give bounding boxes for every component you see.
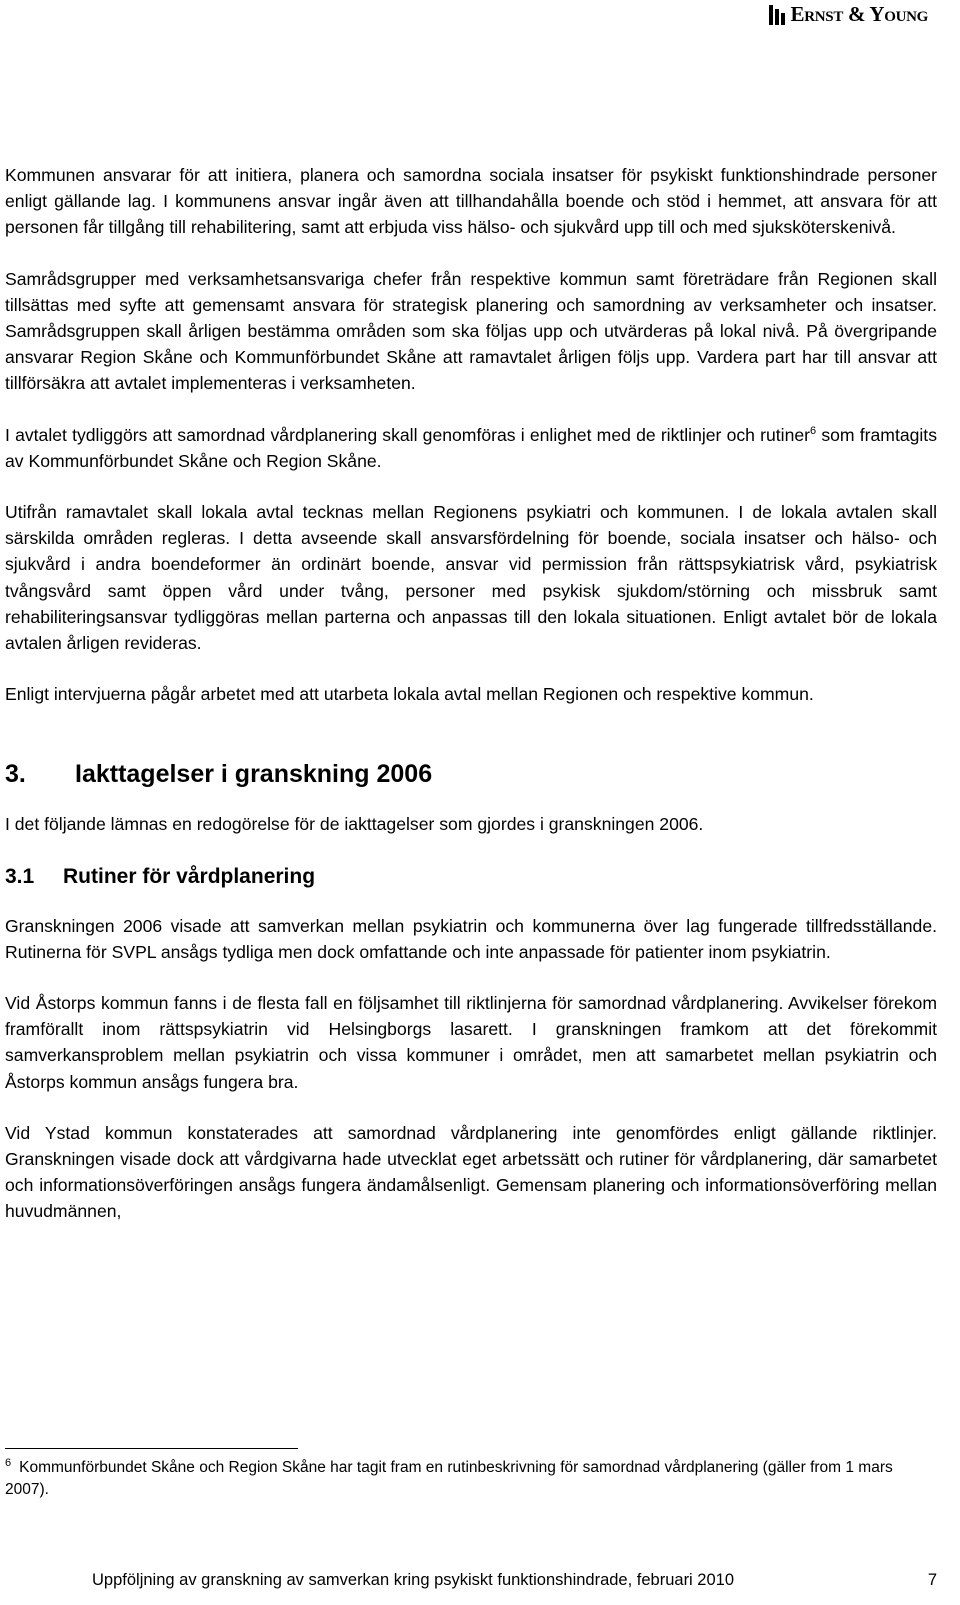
footer-title: Uppföljning av granskning av samverkan kring psykiskt funktionshindrade, februari 2010 bbox=[92, 1571, 735, 1589]
document-body bbox=[5, 162, 937, 1225]
subsection-heading bbox=[5, 863, 937, 891]
company-logo bbox=[769, 2, 929, 27]
footnote-reference[interactable]: 6 bbox=[810, 424, 817, 437]
footnote bbox=[5, 1457, 925, 1501]
section-heading bbox=[5, 759, 937, 789]
paragraph: Vid Ystad kommun konstaterades att samordnad vårdplanering inte genomfördes enligt gällande riktlinjer. Granskningen visade dock att vårdgivarna hade utvecklat eget arbetssätt och rutiner för vårdplanering, där samarbetet och informationsöverföringen ansågs fungera ändamålsenligt. Gemensam planering och informationsöverföring mellan huvudmännen, bbox=[5, 1122, 937, 1222]
footnote-text: Kommunförbundet Skåne och Region Skåne har tagit fram en rutinbeskrivning för samordnad vårdplanering (gäller from 1 mars 2007). bbox=[5, 1459, 893, 1498]
paragraph: Utifrån ramavtalet skall lokala avtal tecknas mellan Regionens psykiatri och kommunen. I de lokala avtalen skall särskilda områden regleras. I detta avseende skall ansvarsfördelning för boende, sociala insatser och hälso- och sjukvård i andra boendeformer än ordinärt boende, ansvar vid permission från rättspsykiatrisk vård, psykiatrisk tvångsvård samt öppen vård under tvång, personer med psykisk sjukdom/störning och missbruk samt rehabiliteringsansvar tydliggöras mellan parterna och anpassas till den lokala situationen. Enligt avtalet bör de lokala avtalen årligen revideras. bbox=[5, 502, 937, 654]
subsection-number: 3.1 bbox=[5, 864, 35, 888]
footnote-divider bbox=[5, 1448, 298, 1449]
logo-text: Ernst & Young bbox=[790, 2, 928, 26]
paragraph: Samrådsgrupper med verksamhetsansvariga chefer från respektive kommun samt företrädare från Regionen skall tillsättas med syfte att gemensamt ansvara för strategisk planering och samordning av verksamheter och insatser. Samrådsgruppen skall årligen bestämma områden som ska följas upp och utvärderas på lokal nivå. På övergripande ansvarar Region Skåne och Kommunförbundet Skåne att ramavtalet årligen följs upp. Vardera part har till ansvar att tillförsäkra att avtalet implementeras i verksamheten. bbox=[5, 268, 937, 394]
section-number: 3. bbox=[5, 760, 26, 789]
paragraph-text: som framtagits av Kommunförbundet Skåne och Region Skåne. bbox=[5, 424, 937, 471]
page-number: 7 bbox=[927, 1571, 937, 1589]
paragraph bbox=[5, 422, 937, 474]
paragraph: I det följande lämnas en redogörelse för de iakttagelser som gjordes i granskningen 2006. bbox=[5, 814, 704, 835]
paragraph: Granskningen 2006 visade att samverkan mellan psykiatrin och kommunerna över lag fungerade tillfredsställande. Rutinerna för SVPL ansågs tydliga men dock omfattande och inte anpassade för patienter inom psykiatrin. bbox=[5, 915, 937, 962]
paragraph: Enligt intervjuerna pågår arbetet med att utarbeta lokala avtal mellan Regionen och respektive kommun. bbox=[5, 684, 814, 705]
page-footer bbox=[92, 1570, 937, 1590]
paragraph: Vid Åstorps kommun fanns i de flesta fall en följsamhet till riktlinjerna för samordnad vårdplanering. Avvikelser förekom framförallt inom rättspsykiatrin vid Helsingborgs lasarett. I granskningen framkom att det förekommit samverkansproblem mellan psykiatrin och vissa kommuner i området, men att samarbetet mellan psykiatrin och Åstorps kommun ansågs fungera bra. bbox=[5, 993, 937, 1092]
paragraph: Kommunen ansvarar för att initiera, planera och samordna sociala insatser för psykiskt funktionshindrade personer enligt gällande lag. I kommunens ansvar ingår även att tillhandahålla boende och stöd i hemmet, att ansvara för att personen får tillgång till rehabilitering, samt att erbjuda viss hälso- och sjukvård upp till och med sjuksköterskenivå. bbox=[5, 165, 937, 238]
paragraph-text: I avtalet tydliggörs att samordnad vårdplanering skall genomföras i enlighet med de riktlinjer och rutiner bbox=[5, 424, 811, 445]
subsection-title: Rutiner för vårdplanering bbox=[63, 864, 316, 888]
section-title: Iakttagelser i granskning 2006 bbox=[75, 760, 433, 789]
logo-mark-icon bbox=[769, 5, 785, 25]
footnote-number: 6 bbox=[5, 1457, 12, 1469]
